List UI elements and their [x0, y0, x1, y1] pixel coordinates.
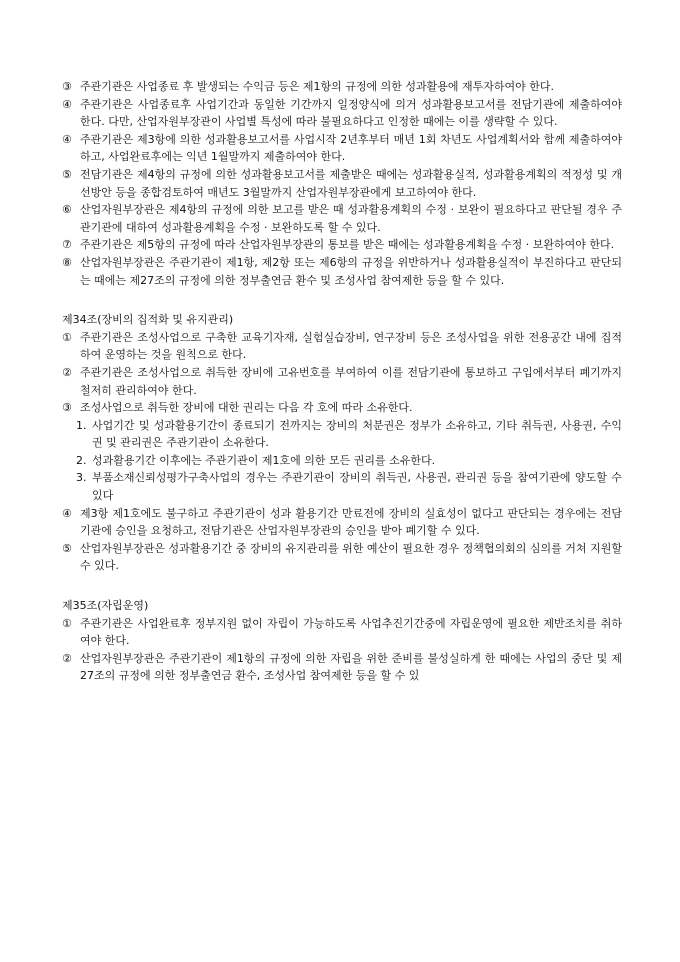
subitem-2 [62, 452, 622, 470]
clause-6 [62, 201, 622, 236]
article-35 [62, 597, 622, 685]
subitem-1 [62, 417, 622, 452]
clause-number: ⑥ [62, 203, 72, 217]
article-34 [62, 311, 622, 575]
clause-number: ② [62, 651, 72, 665]
subitem-3 [62, 469, 622, 504]
clause-text: 주관기관은 사업완료후 정부지원 없이 자립이 가능하도록 사업추진기간중에 자립운영에 필요한 제반조치를 취하여야 한다. [80, 616, 622, 648]
clause-number: ③ [62, 80, 72, 93]
clause-text: 조성사업으로 취득한 장비에 대한 권리는 다음 각 호에 따라 소유한다. [80, 401, 413, 415]
clause-8 [62, 254, 622, 289]
clause-1 [62, 615, 622, 650]
clause-2 [62, 364, 622, 399]
clause-text: 산업자원부장관은 성과활용기간 중 장비의 유지관리를 위한 예산이 필요한 경우 정책협의회의 심의를 거쳐 지원할 수 있다. [80, 541, 622, 573]
clause-5 [62, 166, 622, 201]
clause-7 [62, 236, 622, 254]
clause-4 [62, 96, 622, 131]
clause-text: 주관기관은 조성사업으로 구축한 교육기자재, 실험실습장비, 연구장비 등은 조성사업을 위한 전용공간 내에 집적하여 운영하는 것을 원칙으로 한다. [80, 330, 622, 362]
article-title: 제35조(자립운영) [62, 599, 149, 613]
clause-number: ④ [62, 97, 72, 111]
clause-3 [62, 399, 622, 417]
clause-number: ⑧ [62, 255, 72, 269]
clause-number: ② [62, 365, 72, 379]
clause-1 [62, 329, 622, 364]
clause-number: ③ [62, 401, 72, 415]
subitem-number: 2. [76, 453, 87, 467]
clause-4b [62, 131, 622, 166]
clause-number: ④ [62, 506, 72, 520]
clause-text: 산업자원부장관은 주관기관이 제1항, 제2항 또는 제6항의 규정을 위반하거나 성과활용실적이 부진하다고 판단되는 때에는 제27조의 규정에 의한 정부출연금 환수 및 조성사업 참여제한 등을 할 수 있다. [80, 255, 622, 287]
clause-number: ⑤ [62, 541, 72, 555]
subitem-text: 사업기간 및 성과활용기간이 종료되기 전까지는 장비의 처분권은 정부가 소유하고, 기타 취득권, 사용권, 수익권 및 관리권은 주관기관이 소유한다. [92, 418, 622, 450]
clause-text: 주관기관은 조성사업으로 취득한 장비에 고유번호를 부여하여 이를 전담기관에 통보하고 구입에서부터 폐기까지 철저히 관리하여야 한다. [80, 365, 622, 397]
clause-number: ① [62, 616, 72, 630]
clause-text: 주관기관은 제3항에 의한 성과활용보고서를 사업시작 2년후부터 매년 1회 차년도 사업계획서와 함께 제출하여야 하고, 사업완료후에는 익년 1월말까지 제출하여야 한다. [80, 132, 622, 164]
subitem-text: 성과활용기간 이후에는 주관기관이 제1호에 의한 모든 권리를 소유한다. [92, 453, 436, 467]
clause-number: ⑤ [62, 167, 72, 181]
clause-text: 주관기관은 제5항의 규정에 따라 산업자원부장관의 통보를 받은 때에는 성과활용계획을 수정 · 보완하여야 한다. [80, 238, 615, 252]
clause-text: 전담기관은 제4항의 규정에 의한 성과활용보고서를 제출받은 때에는 성과활용실적, 성과활용계획의 적정성 및 개선방안 등을 종합검토하여 매년도 3월말까지 산업자원부장관에게 보고하여야 한다. [80, 167, 622, 199]
clause-5 [62, 540, 622, 575]
clause-2 [62, 650, 622, 685]
article-33-continued [62, 78, 622, 289]
subitem-number: 1. [76, 418, 87, 432]
clause-text: 제3항 제1호에도 불구하고 주관기관이 성과 활용기간 만료전에 장비의 실효성이 없다고 판단되는 경우에는 전담기관에 승인을 요청하고, 전담기관은 산업자원부장관의 승인을 받아 폐기할 수 있다. [80, 506, 622, 538]
article-title: 제34조(장비의 집적화 및 유지관리) [62, 313, 234, 327]
clause-text: 산업자원부장관은 제4항의 규정에 의한 보고를 받은 때 성과활용계획의 수정 · 보완이 필요하다고 판단될 경우 주관기관에 대하여 성과활용계획을 수정 · 보완하도록 할 수 있다. [80, 203, 622, 234]
document-page [62, 78, 622, 685]
clause-3 [62, 78, 622, 96]
clause-number: ① [62, 330, 72, 344]
clause-text: 주관기관은 사업종료 후 발생되는 수익금 등은 제1항의 규정에 의한 성과활용에 재투자하여야 한다. [80, 80, 554, 93]
subitem-text: 부품소재신뢰성평가구축사업의 경우는 주관기관이 장비의 취득권, 사용권, 관리권 등을 참여기관에 양도할 수 있다 [92, 471, 622, 503]
clause-text: 산업자원부장관은 주관기관이 제1항의 규정에 의한 자립을 위한 준비를 불성실하게 한 때에는 사업의 중단 및 제27조의 규정에 의한 정부출연금 환수, 조성사업 참여제한 등을 할 수 있 [80, 651, 622, 683]
clause-text: 주관기관은 사업종료후 사업기간과 동일한 기간까지 일정양식에 의거 성과활용보고서를 전담기관에 제출하여야 한다. 다만, 산업자원부장관이 사업별 특성에 따라 불필요하다고 인정한 때에는 이를 생략할 수 있다. [80, 97, 622, 129]
clause-number: ④ [62, 132, 72, 146]
subitem-number: 3. [76, 471, 87, 485]
clause-number: ⑦ [62, 238, 72, 252]
clause-4 [62, 505, 622, 540]
